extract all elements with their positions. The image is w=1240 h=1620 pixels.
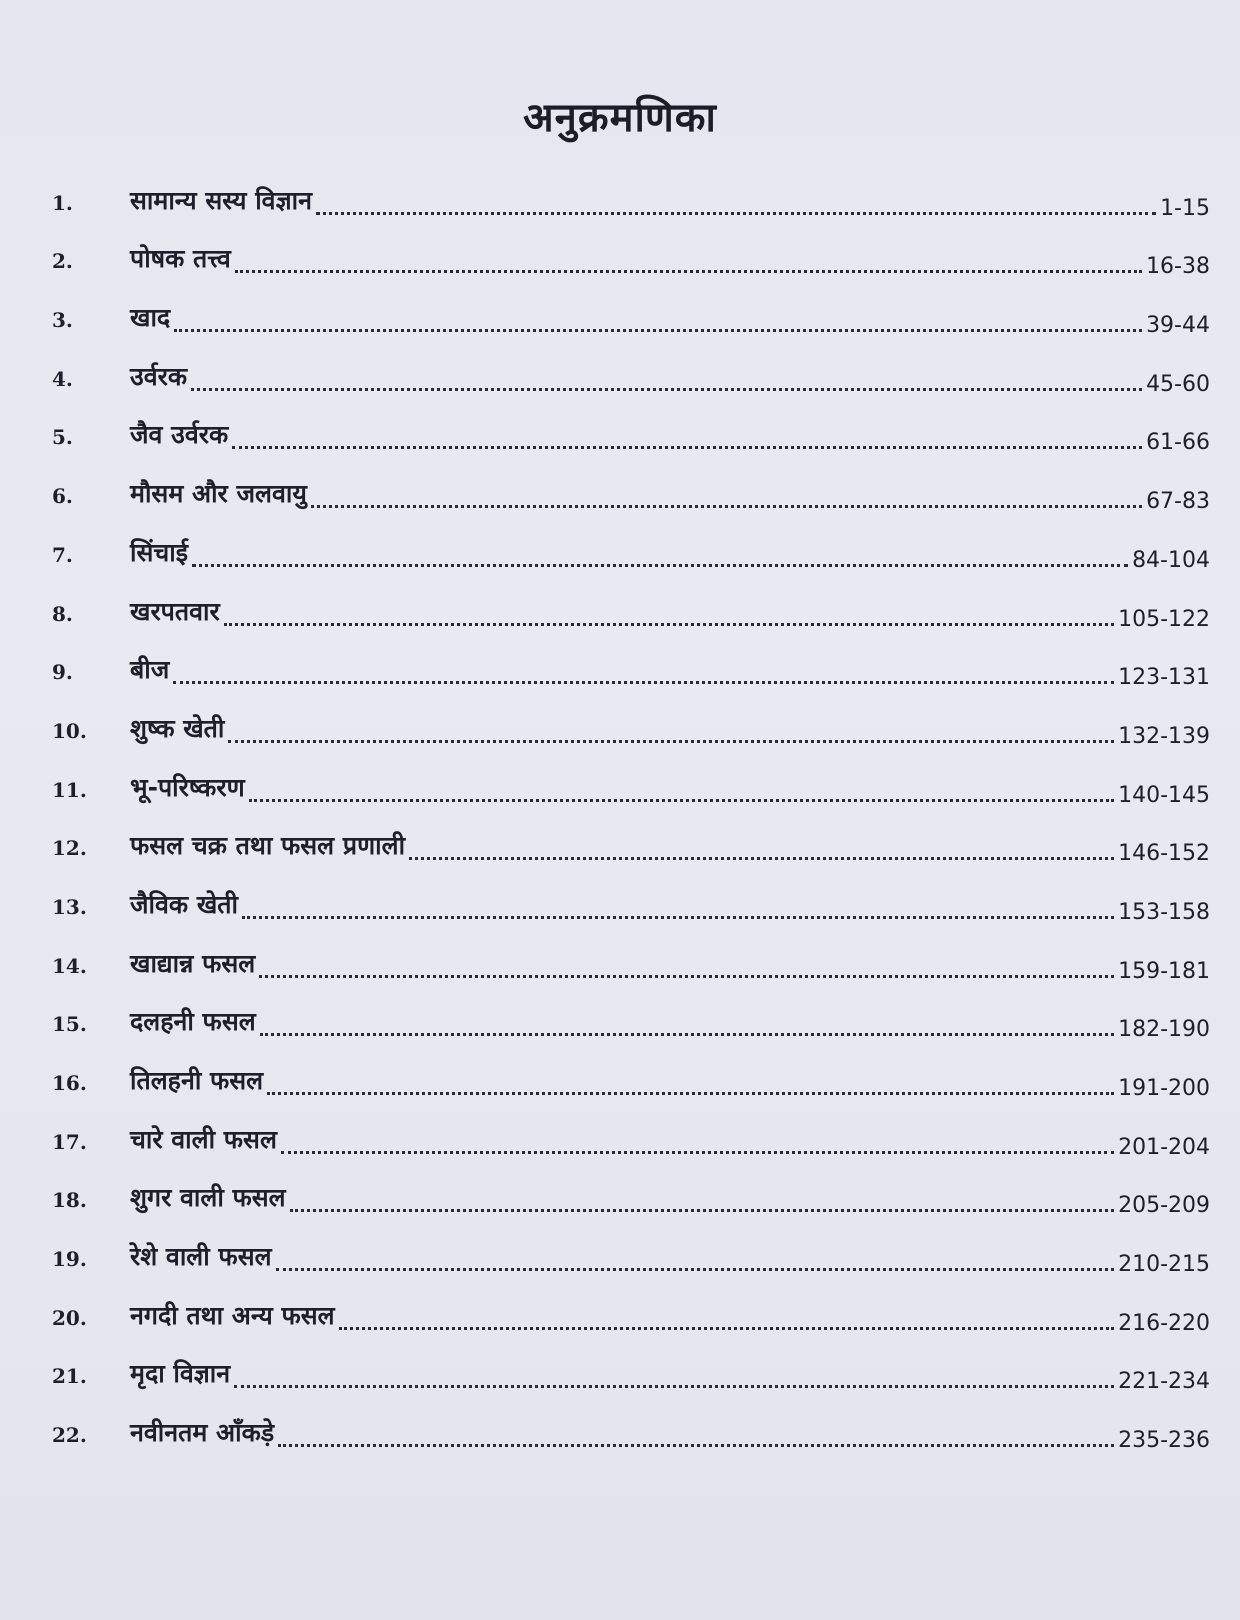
toc-entry-pages: 182-190 bbox=[1118, 1017, 1210, 1043]
toc-entry-number: 3. bbox=[52, 308, 73, 333]
toc-entry-pages: 159-181 bbox=[1118, 958, 1210, 984]
toc-entry-number: 2. bbox=[52, 249, 73, 274]
toc-entry-number: 9. bbox=[52, 660, 73, 685]
toc-entry-pages: 191-200 bbox=[1118, 1076, 1210, 1101]
toc-entry[interactable] bbox=[46, 1283, 1214, 1342]
toc-entry[interactable] bbox=[46, 1166, 1214, 1225]
toc-entry-pages: 16-38 bbox=[1146, 254, 1210, 280]
toc-entry[interactable] bbox=[46, 579, 1214, 638]
toc-entry[interactable] bbox=[46, 814, 1214, 873]
toc-entry[interactable] bbox=[46, 990, 1214, 1049]
toc-entry-title: जैव उर्वरक bbox=[130, 420, 229, 450]
toc-entry-pages: 84-104 bbox=[1132, 547, 1210, 573]
toc-entry-pages: 105-122 bbox=[1118, 606, 1210, 632]
toc-entry-number: 10. bbox=[52, 718, 87, 743]
toc-entry[interactable] bbox=[46, 285, 1214, 344]
toc-entry-title: फसल चक्र तथा फसल प्रणाली bbox=[130, 831, 406, 861]
toc-entry-title: शुष्क खेती bbox=[130, 713, 225, 743]
dotted-leader bbox=[260, 1033, 1114, 1036]
dotted-leader bbox=[259, 975, 1114, 978]
toc-entry[interactable] bbox=[46, 931, 1214, 990]
dotted-leader bbox=[242, 916, 1114, 919]
toc-entry-number: 22. bbox=[52, 1423, 87, 1448]
dotted-leader bbox=[234, 1385, 1114, 1388]
dotted-leader bbox=[174, 329, 1142, 332]
toc-entry-number: 7. bbox=[52, 542, 73, 567]
toc-entry[interactable] bbox=[46, 461, 1214, 520]
toc-entry-pages: 221-234 bbox=[1118, 1369, 1210, 1395]
toc-entry-title: दलहनी फसल bbox=[130, 1007, 256, 1037]
toc-entry-title: तिलहनी फसल bbox=[130, 1066, 264, 1095]
toc-entry-number: 5. bbox=[52, 425, 73, 450]
toc-entry-title: रेशे वाली फसल bbox=[130, 1242, 272, 1272]
toc-entry-number: 19. bbox=[52, 1247, 87, 1272]
dotted-leader bbox=[281, 1151, 1114, 1154]
dotted-leader bbox=[276, 1268, 1115, 1271]
page-title: अनुक्रमणिका bbox=[523, 95, 717, 141]
toc-entry-title: नवीनतम आँकड़े bbox=[130, 1418, 275, 1448]
dotted-leader bbox=[249, 799, 1114, 802]
dotted-leader bbox=[224, 623, 1114, 626]
toc-entry[interactable] bbox=[46, 755, 1214, 814]
toc-entry-title: मृदा विज्ञान bbox=[130, 1359, 231, 1389]
dotted-leader bbox=[173, 681, 1114, 684]
toc-entry-number: 14. bbox=[52, 953, 87, 978]
toc-entry-title: खरपतवार bbox=[130, 596, 220, 626]
toc-entry[interactable] bbox=[46, 1342, 1214, 1401]
dotted-leader bbox=[290, 1209, 1114, 1212]
toc-entry-title: सामान्य सस्य विज्ञान bbox=[130, 185, 312, 215]
table-of-contents bbox=[46, 168, 1214, 1459]
dotted-leader bbox=[316, 212, 1156, 215]
toc-entry-number: 12. bbox=[52, 836, 87, 861]
toc-entry-pages: 210-215 bbox=[1118, 1252, 1210, 1278]
toc-entry-pages: 201-204 bbox=[1118, 1134, 1210, 1160]
toc-entry-pages: 39-44 bbox=[1146, 313, 1210, 339]
dotted-leader bbox=[232, 446, 1142, 449]
toc-entry-number: 15. bbox=[52, 1012, 87, 1037]
toc-entry-pages: 132-139 bbox=[1118, 723, 1210, 749]
toc-entry[interactable] bbox=[46, 168, 1214, 227]
toc-entry[interactable] bbox=[46, 872, 1214, 931]
toc-entry-pages: 153-158 bbox=[1118, 899, 1210, 925]
toc-entry-title: शुगर वाली फसल bbox=[130, 1183, 286, 1213]
dotted-leader bbox=[311, 505, 1142, 508]
toc-entry-pages: 140-145 bbox=[1118, 782, 1210, 808]
toc-entry[interactable] bbox=[46, 227, 1214, 286]
toc-entry-number: 11. bbox=[52, 777, 87, 802]
toc-entry[interactable] bbox=[46, 1224, 1214, 1283]
toc-entry[interactable] bbox=[46, 638, 1214, 697]
toc-entry-pages: 216-220 bbox=[1118, 1310, 1210, 1336]
toc-entry-title: मौसम और जलवायु bbox=[130, 479, 307, 509]
toc-entry-title: खाद्यान्न फसल bbox=[130, 948, 256, 978]
toc-entry-pages: 61-66 bbox=[1146, 430, 1210, 456]
toc-entry-number: 6. bbox=[52, 484, 73, 509]
toc-entry-pages: 123-131 bbox=[1118, 665, 1210, 691]
toc-entry-pages: 146-152 bbox=[1118, 841, 1210, 867]
toc-entry-title: नगदी तथा अन्य फसल bbox=[130, 1300, 335, 1330]
toc-entry-pages: 235-236 bbox=[1118, 1428, 1210, 1454]
toc-entry[interactable] bbox=[46, 1400, 1214, 1459]
toc-entry-title: बीज bbox=[130, 655, 170, 685]
toc-entry-number: 21. bbox=[52, 1364, 87, 1389]
dotted-leader bbox=[192, 564, 1128, 567]
toc-entry-number: 16. bbox=[52, 1071, 87, 1095]
toc-entry-title: सिंचाई bbox=[130, 537, 189, 567]
toc-entry-title: उर्वरक bbox=[130, 361, 188, 391]
dotted-leader bbox=[228, 740, 1114, 743]
dotted-leader bbox=[409, 857, 1114, 860]
toc-entry[interactable] bbox=[46, 520, 1214, 579]
toc-entry-number: 17. bbox=[52, 1129, 87, 1154]
dotted-leader bbox=[267, 1092, 1114, 1095]
toc-entry-title: पोषक तत्त्व bbox=[130, 244, 231, 274]
toc-entry-pages: 45-60 bbox=[1146, 371, 1210, 397]
toc-entry-pages: 205-209 bbox=[1118, 1193, 1210, 1219]
toc-entry[interactable] bbox=[46, 1107, 1214, 1166]
dotted-leader bbox=[191, 388, 1142, 391]
toc-entry-pages: 67-83 bbox=[1146, 489, 1210, 515]
toc-entry[interactable] bbox=[46, 1048, 1214, 1107]
toc-entry[interactable] bbox=[46, 696, 1214, 755]
toc-entry-title: खाद bbox=[130, 303, 171, 333]
toc-entry-pages: 1-15 bbox=[1160, 195, 1210, 221]
toc-entry-number: 20. bbox=[52, 1305, 87, 1330]
toc-entry-title: भू-परिष्करण bbox=[130, 772, 245, 802]
toc-entry-number: 18. bbox=[52, 1188, 87, 1213]
toc-entry[interactable] bbox=[46, 344, 1214, 403]
dotted-leader bbox=[278, 1444, 1114, 1447]
dotted-leader bbox=[235, 270, 1142, 273]
toc-entry-number: 1. bbox=[52, 190, 73, 215]
toc-entry-title: जैविक खेती bbox=[130, 889, 239, 919]
toc-entry-number: 8. bbox=[52, 601, 73, 626]
toc-entry-title: चारे वाली फसल bbox=[130, 1124, 277, 1154]
toc-entry-number: 4. bbox=[52, 366, 73, 391]
dotted-leader bbox=[339, 1327, 1114, 1330]
toc-entry-number: 13. bbox=[52, 894, 87, 919]
toc-entry[interactable] bbox=[46, 403, 1214, 462]
